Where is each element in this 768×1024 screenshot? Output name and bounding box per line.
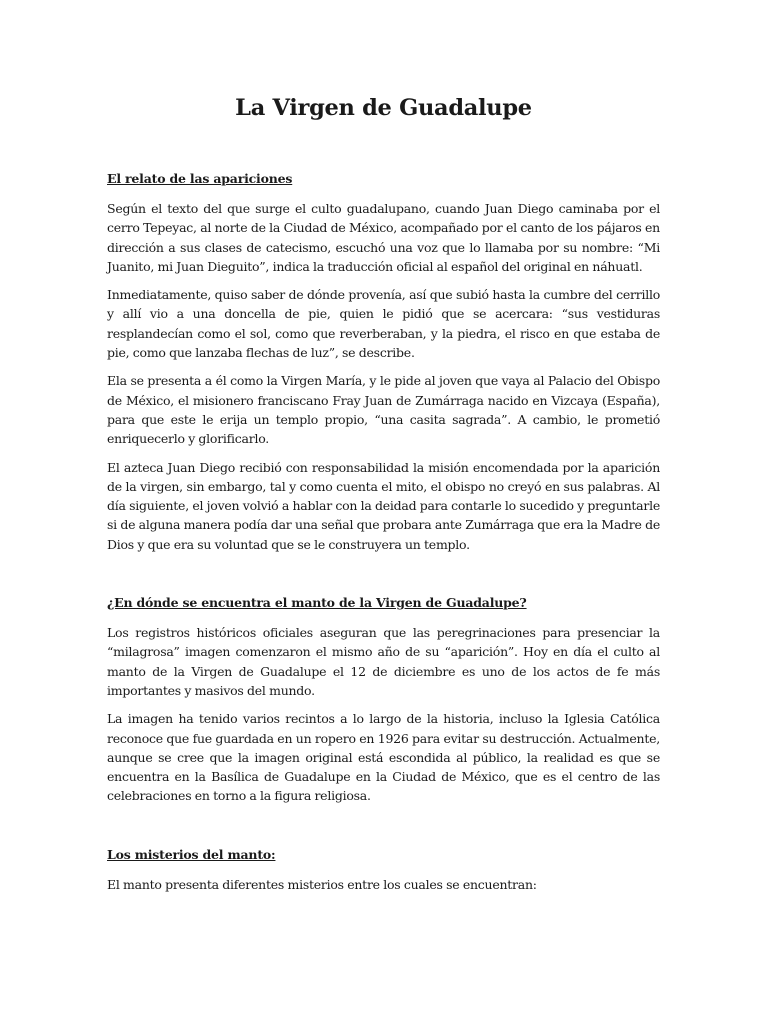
section-spacer (107, 563, 660, 593)
paragraph: El manto presenta diferentes misterios entre los cuales se encuentran: (107, 876, 537, 892)
section-apariciones (107, 169, 660, 554)
paragraph: Ela se presenta a él como la Virgen María, y le pide al joven que vaya al Palacio del Obispo de México, el misionero franciscano Fray Juan de Zumárraga nacido en Vizcaya (España), para que este le erija un templo propio, “una casita sagrada”. A cambio, le prometió enriquecerlo y glorificarlo. (107, 373, 660, 447)
document-page (107, 92, 660, 903)
section-heading: El relato de las apariciones (107, 171, 293, 186)
paragraph: La imagen ha tenido varios recintos a lo largo de la historia, incluso la Iglesia Católica reconoce que fue guardada en un ropero en 1926 para evitar su destrucción. Actualmente, aunque se cree que la imagen original está escondida al público, la realidad es que se encuentra en la Basílica de Guadalupe en la Ciudad de México, que es el centro de las celebraciones en torno a la figura religiosa. (107, 711, 660, 804)
section-spacer (107, 815, 660, 845)
paragraph: El azteca Juan Diego recibió con responsabilidad la misión encomendada por la aparición de la virgen, sin embargo, tal y como cuenta el mito, el obispo no creyó en sus palabras. Al día siguiente, el joven volvió a hablar con la deidad para contarle lo sucedido y preguntarle si de alguna manera podía dar una señal que probara ante Zumárraga que era la Madre de Dios y que era su voluntad que se le construyera un templo. (107, 459, 660, 552)
document-title: La Virgen de Guadalupe (235, 95, 532, 121)
paragraph: Según el texto del que surge el culto guadalupano, cuando Juan Diego caminaba por el cerro Tepeyac, al norte de la Ciudad de México, acompañado por el canto de los pájaros en dirección a sus clases de catecismo, escuchó una voz que lo llamaba por su nombre: “Mi Juanito, mi Juan Dieguito”, indica la traducción oficial al español del original en náhuatl. (107, 201, 660, 274)
paragraph: Inmediatamente, quiso saber de dónde provenía, así que subió hasta la cumbre del cerrillo y allí vio a una doncella de pie, quien le pidió que se acercara: “sus vestiduras resplandecían como el sol, como que reverberaban, y la piedra, el risco en que estaba de pie, como que lanzaba flechas de luz”, se describe. (107, 287, 660, 361)
section-manto-ubicacion (107, 593, 660, 806)
section-misterios (107, 845, 660, 894)
section-heading: Los misterios del manto: (107, 846, 276, 862)
paragraph: Los registros históricos oficiales aseguran que las peregrinaciones para presenciar la “milagrosa” imagen comenzaron el mismo año de su “aparición”. Hoy en día el culto al manto de la Virgen de Guadalupe el 12 de diciembre es uno de los actos de fe más importantes y masivos del mundo. (107, 625, 660, 698)
section-heading: ¿En dónde se encuentra el manto de la Virgen de Guadalupe? (107, 595, 527, 611)
